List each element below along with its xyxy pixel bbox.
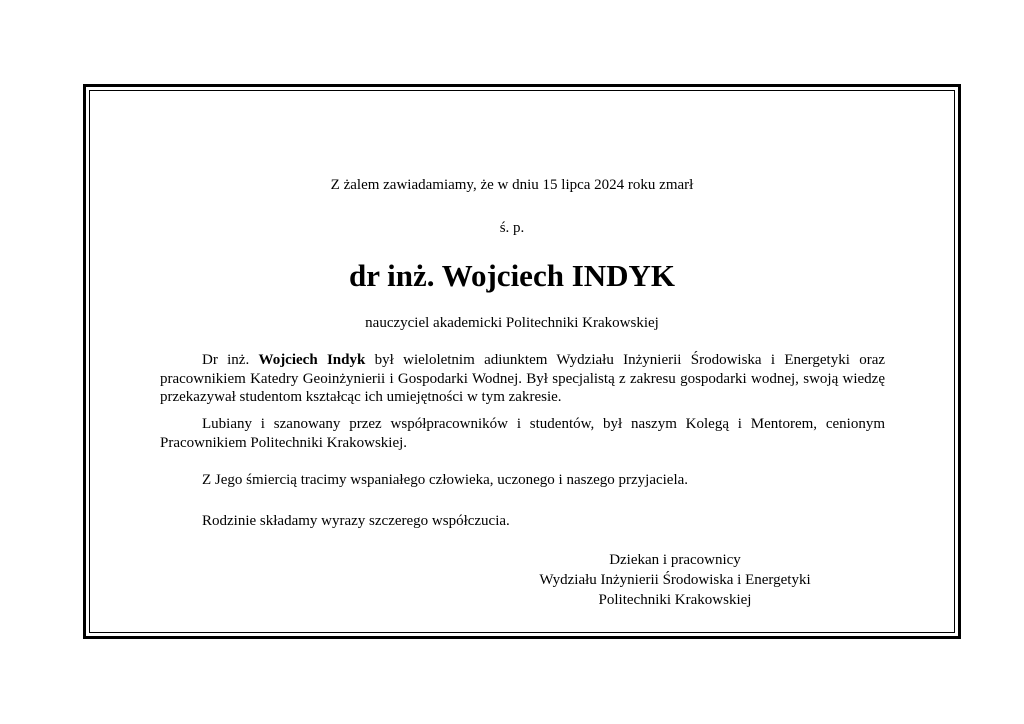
intro-text: Z żalem zawiadamiamy, że w dniu 15 lipca 2024 roku zmarł — [330, 177, 694, 193]
paragraph-rest: był wieloletnim adiunktem Wydziału Inżynierii Środowiska i Energetyki oraz pracownikiem Katedry Geoinżynierii i Gospodarki Wodnej. Był specjalistą z zakresu gospodarki wodnej, swoją wiedzę przekazywał studentom kształcąc ich umiejętności w tym zakresie. — [160, 352, 886, 405]
paragraph-prefix: Dr inż. — [202, 352, 259, 368]
paragraph-biography — [160, 351, 885, 407]
paragraph-loss: Z Jego śmiercią tracimy wspaniałego człowieka, uczonego i naszego przyjaciela. — [202, 472, 689, 488]
signature-block — [460, 550, 890, 610]
paragraph-tribute: Lubiany i szanowany przez współpracowników i studentów, był naszym Kolegą i Mentorem, cenionym Pracownikiem Politechniki Krakowskiej. — [160, 416, 885, 451]
bold-name: Wojciech Indyk — [258, 352, 366, 368]
signature-line-2: Wydziału Inżynierii Środowiska i Energetyki — [539, 572, 811, 588]
deceased-name: dr inż. Wojciech INDYK — [348, 258, 676, 293]
signature-line-3: Politechniki Krakowskiej — [598, 592, 752, 608]
signature-line-1: Dziekan i pracownicy — [609, 552, 741, 568]
paragraph-condolences: Rodzinie składamy wyrazy szczerego współczucia. — [202, 513, 510, 529]
role-text: nauczyciel akademicki Politechniki Krakowskiej — [365, 315, 659, 331]
sp-abbreviation: ś. p. — [499, 220, 525, 236]
